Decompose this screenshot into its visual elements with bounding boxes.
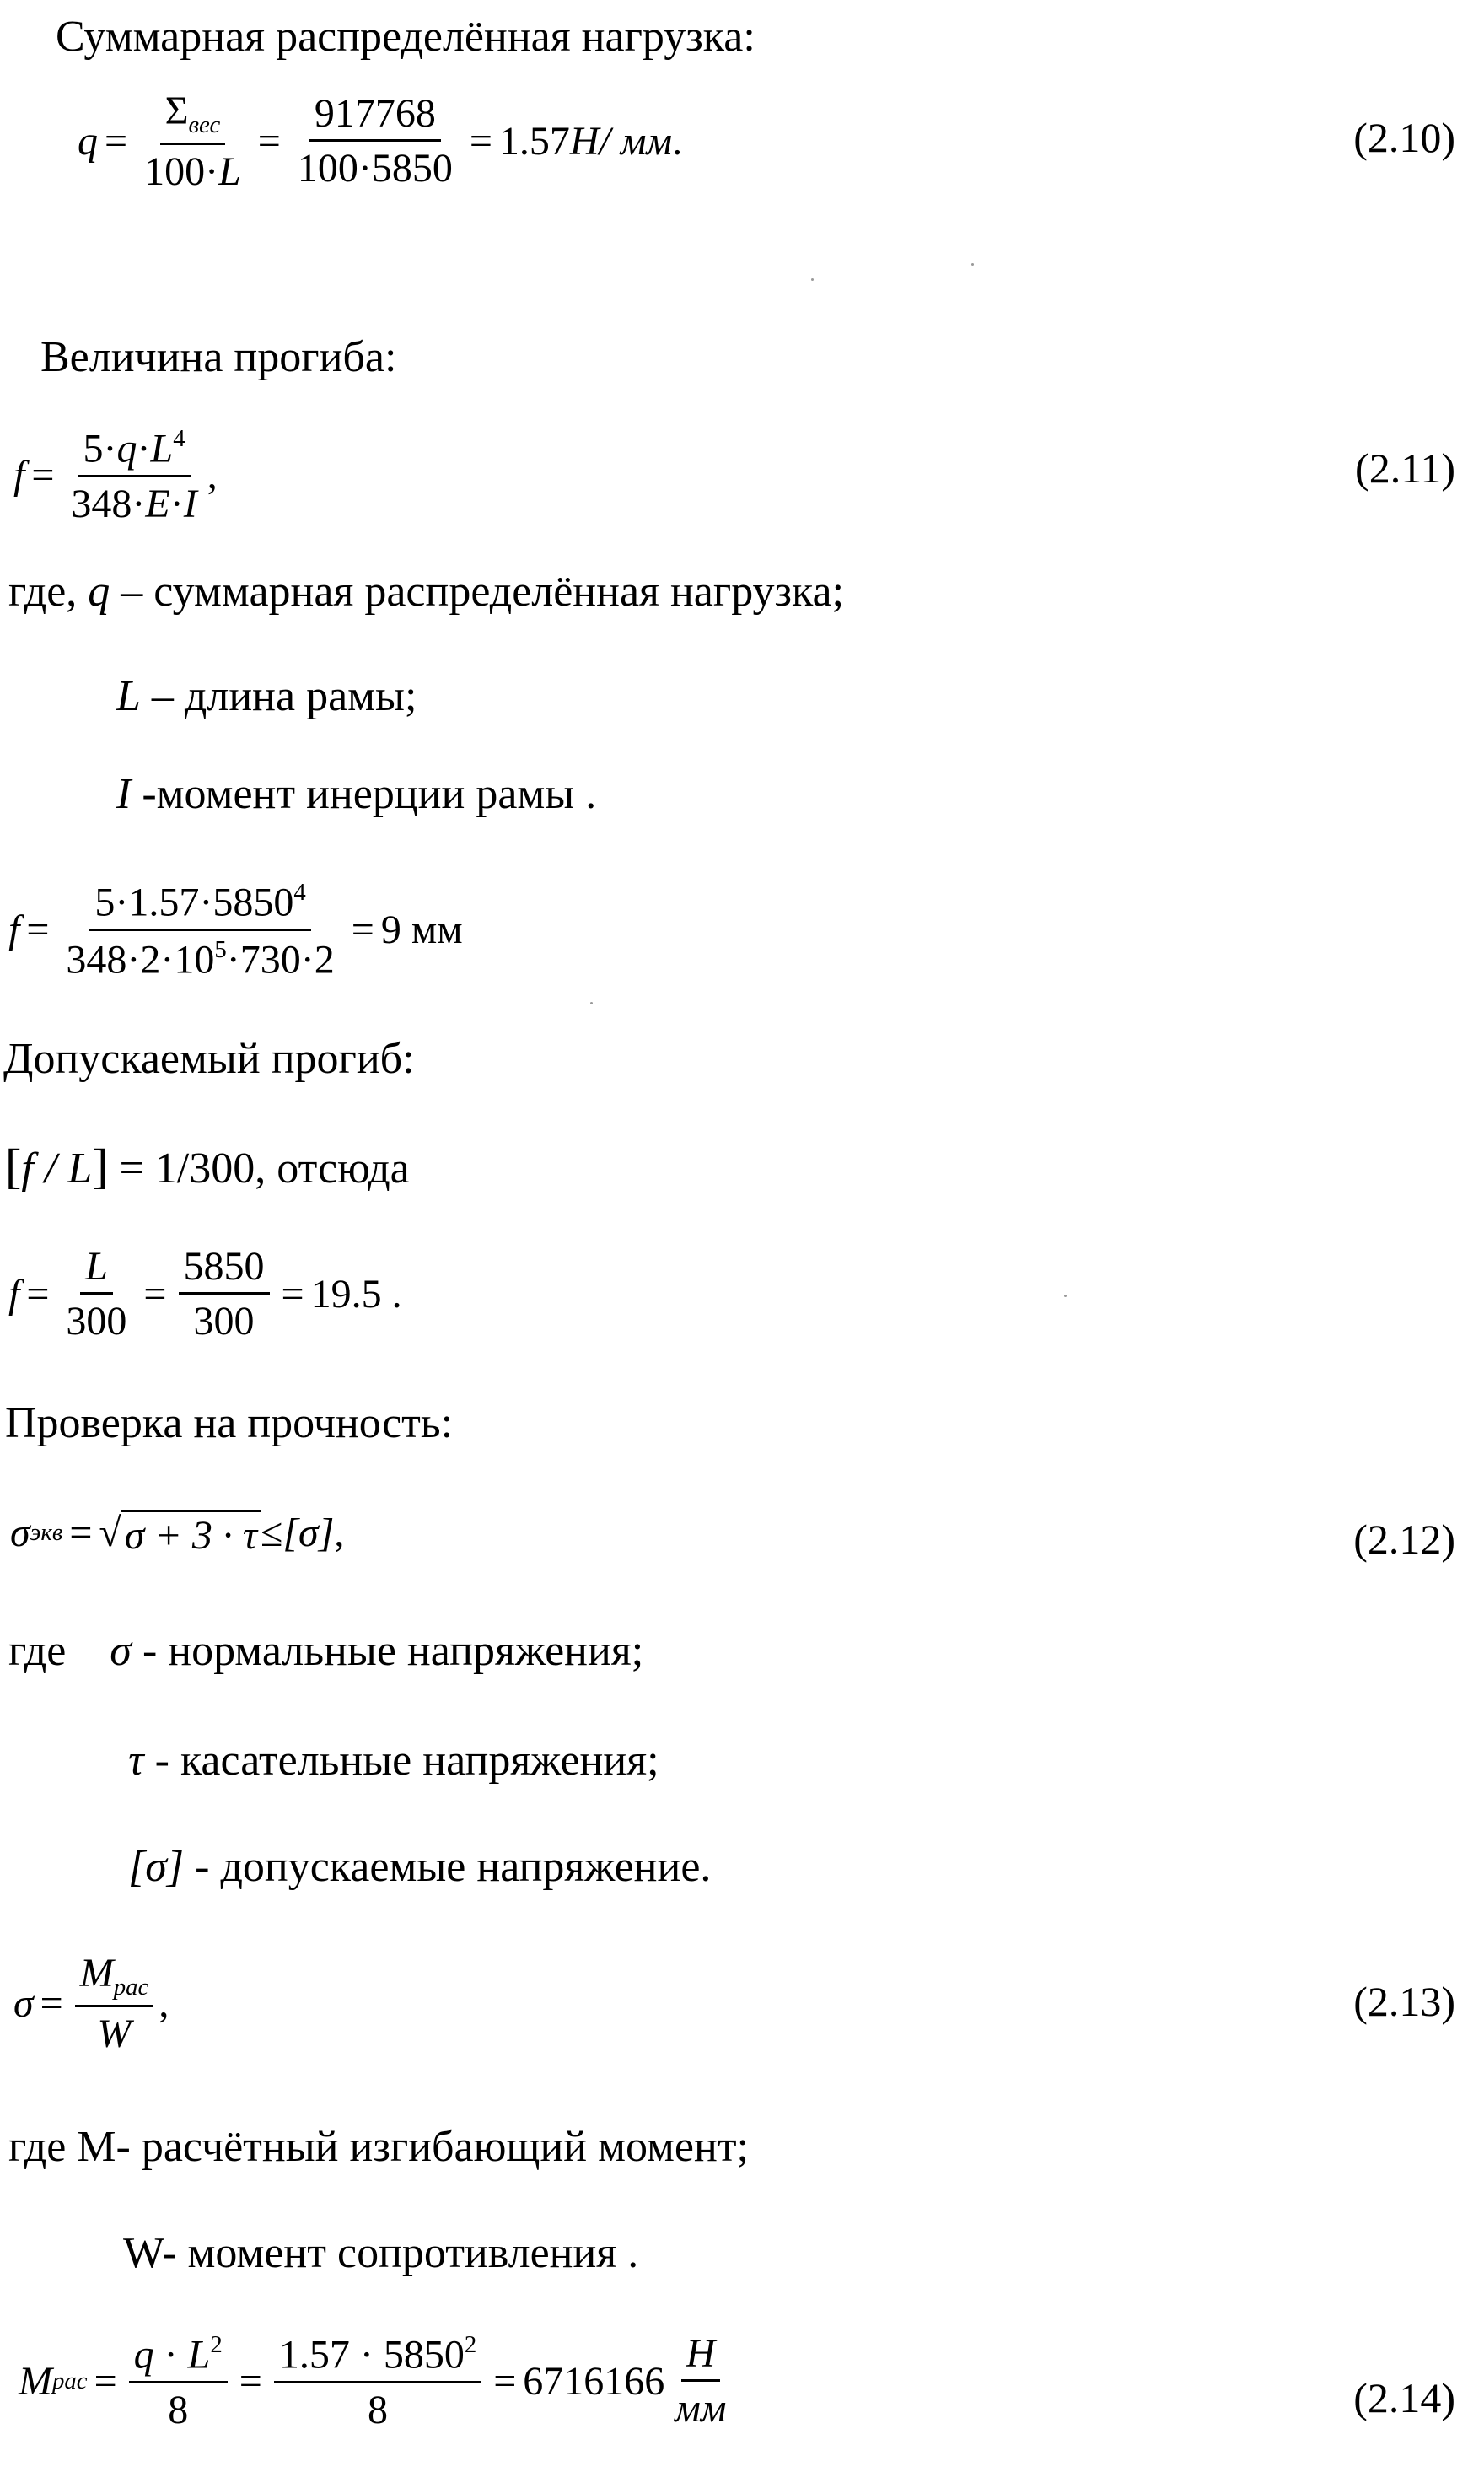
sigma-symbol: Σ: [164, 89, 189, 133]
equation-f-calculation: f = $\frac{5\cdot 1.57\cdot 5850^4}{348\cdot 2\cdot 10^5\cdot 730\cdot 2}$ = 9 мм: [8, 879, 463, 983]
where-q-line: где, q – суммарная распределённая нагрузка;: [8, 568, 845, 616]
where-L-line: L – длина рамы;: [116, 672, 417, 720]
scan-speck: [811, 278, 814, 281]
scan-speck: [971, 263, 974, 266]
equation-2-14: M рас = $\frac{q \cdot L^2}{8}$ = $\frac{1.57 \cdot 5850^2}{8}$ = 6716166 $\frac{Н}{мм}$: [19, 2333, 737, 2431]
eq-2-11-fraction: $\frac{5\cdot q\cdot L^4}{348\cdot E\cdot I}$: [71, 425, 197, 526]
sqrt-sign: √: [99, 1510, 121, 1555]
eq-2-10-fraction-1: $\frac{\Sigma_{вес}}{100\cdot L}$: [144, 89, 241, 194]
where-M-line: где M- расчётный изгибающий момент;: [8, 2123, 750, 2171]
equation-number-2-14: (2.14): [1353, 2374, 1455, 2421]
eq-2-14-result: 6716166: [523, 2358, 665, 2404]
equation-f-allowed: f = $\frac{L}{300}$ = $\frac{5850}{300}$ = 19.5 .: [8, 1244, 402, 1344]
heading-distributed-load: Суммарная распределённая нагрузка:: [56, 13, 755, 61]
equation-2-12: σ экв = √ σ + 3 · τ ≤ [σ] ,: [10, 1510, 345, 1558]
equation-2-11: f = $\frac{5\cdot q\cdot L^4}{348\cdot E\cdot I}$ ,: [13, 425, 218, 526]
equation-number-2-13: (2.13): [1353, 1978, 1455, 2025]
where-sigma-line: где σ - нормальные напряжения;: [8, 1627, 644, 1675]
where-tau-line: τ - касательные напряжения;: [128, 1737, 659, 1785]
eq-2-10-fraction-2: $\frac{917768}{100\cdot 5850}$: [297, 91, 453, 191]
where-I-line: I -момент инерции рамы .: [116, 770, 597, 818]
equation-2-10: q = $\frac{\Sigma_{вес}}{100\cdot L}$ = $\frac{917768}{100\cdot 5850}$ = 1.57 Н / мм .: [78, 89, 683, 194]
deflection-ratio-line: [f / L] = 1/300, отсюда: [5, 1139, 410, 1193]
equation-number-2-11: (2.11): [1355, 444, 1455, 492]
scan-speck: [590, 1002, 593, 1004]
equation-2-13: σ = $\frac{M_{рас}}{W}$ ,: [13, 1951, 169, 2056]
heading-allowed-deflection: Допускаемый прогиб:: [3, 1035, 415, 1083]
eq-2-10-result: 1.57: [498, 118, 570, 164]
scan-speck: [1064, 1295, 1067, 1297]
equation-number-2-12: (2.12): [1353, 1516, 1455, 1563]
where-W-line: W- момент сопротивления .: [123, 2229, 639, 2277]
heading-deflection: Величина прогиба:: [40, 333, 397, 381]
equation-number-2-10: (2.10): [1353, 114, 1455, 161]
f-calc-fraction: $\frac{5\cdot 1.57\cdot 5850^4}{348\cdot 2\cdot 10^5\cdot 730\cdot 2}$: [66, 879, 335, 983]
where-allowed-stress-line: [σ] - допускаемые напряжение.: [128, 1843, 712, 1891]
heading-strength-check: Проверка на прочность:: [5, 1399, 454, 1447]
eq-2-14-unit: $\frac{Н}{мм}$: [675, 2331, 727, 2432]
eq-2-10-lhs: q: [78, 118, 98, 164]
